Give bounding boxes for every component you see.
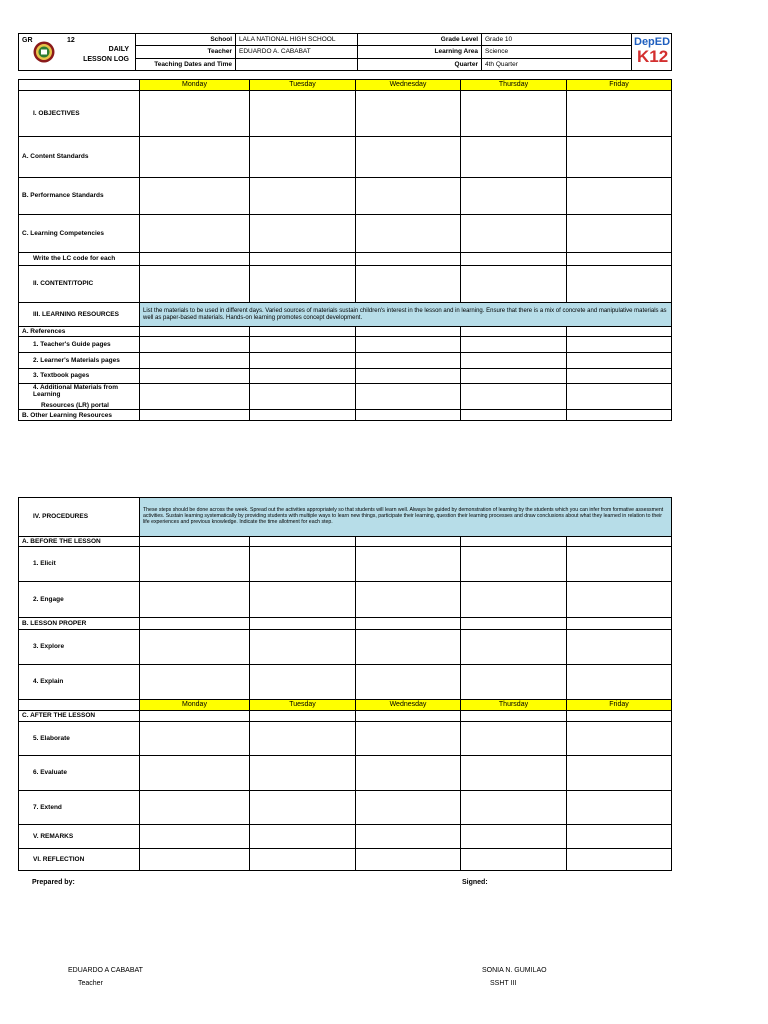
input-cell[interactable] bbox=[250, 266, 356, 303]
teacher-name: EDUARDO A CABABAT bbox=[68, 967, 143, 974]
input-cell[interactable] bbox=[461, 665, 567, 700]
table-row bbox=[19, 178, 672, 215]
content-topic-label: II. CONTENT/TOPIC bbox=[19, 266, 140, 303]
input-cell[interactable] bbox=[567, 337, 672, 353]
input-cell[interactable] bbox=[250, 665, 356, 700]
corner-cell bbox=[19, 80, 140, 91]
table-row bbox=[19, 303, 672, 327]
table-row bbox=[19, 253, 672, 266]
input-cell[interactable] bbox=[567, 665, 672, 700]
input-cell[interactable] bbox=[140, 618, 250, 630]
input-cell[interactable] bbox=[140, 266, 250, 303]
input-cell[interactable] bbox=[356, 665, 461, 700]
table-row bbox=[19, 410, 672, 421]
input-cell[interactable] bbox=[461, 630, 567, 665]
elaborate-label: 5. Elaborate bbox=[19, 722, 140, 756]
table-row bbox=[19, 91, 672, 137]
input-cell[interactable] bbox=[461, 266, 567, 303]
teacher-role: Teacher bbox=[78, 980, 103, 987]
procedures-note: These steps should be done across the week. Spread out the activities appropriately so that students will learn well. Always be guided by demonstration of learning by the students which you can infer from formative assessment activities. Sustain learning systematically by providing students with multiple ways to learn new things, participate their learning, question their learning processes and draw conclusions about what they learned in relation to their life experiences and previous knowledge. Indicate the time allotment for each step. bbox=[140, 498, 672, 537]
dates-value bbox=[236, 58, 358, 70]
table-row bbox=[19, 353, 672, 369]
area-value: Science bbox=[482, 46, 632, 58]
additional-materials-line2: Resources (LR) portal bbox=[41, 401, 109, 409]
input-cell[interactable] bbox=[567, 849, 672, 871]
input-cell[interactable] bbox=[567, 178, 672, 215]
input-cell[interactable] bbox=[356, 756, 461, 791]
input-cell[interactable] bbox=[567, 537, 672, 547]
input-cell[interactable] bbox=[567, 547, 672, 582]
table-row bbox=[19, 618, 672, 630]
table-row bbox=[19, 547, 672, 582]
input-cell[interactable] bbox=[567, 825, 672, 849]
input-cell[interactable] bbox=[461, 178, 567, 215]
input-cell[interactable] bbox=[140, 537, 250, 547]
table-row bbox=[19, 384, 672, 410]
day-header-friday: Friday bbox=[567, 700, 672, 711]
input-cell[interactable] bbox=[250, 547, 356, 582]
procedures-table bbox=[18, 497, 672, 871]
quarter-label: Quarter bbox=[358, 58, 482, 70]
input-cell[interactable] bbox=[140, 327, 250, 337]
input-cell[interactable] bbox=[461, 337, 567, 353]
table-row bbox=[19, 498, 672, 537]
input-cell[interactable] bbox=[250, 537, 356, 547]
input-cell[interactable] bbox=[356, 266, 461, 303]
input-cell[interactable] bbox=[250, 369, 356, 384]
table-row bbox=[19, 711, 672, 722]
input-cell[interactable] bbox=[250, 711, 356, 722]
k12-logo-text: K12 bbox=[637, 47, 669, 66]
procedures-label: IV. PROCEDURES bbox=[19, 498, 140, 537]
table-row bbox=[19, 537, 672, 547]
additional-materials-line1: 4. Additional Materials from Learning bbox=[33, 384, 118, 399]
input-cell[interactable] bbox=[250, 353, 356, 369]
input-cell[interactable] bbox=[250, 582, 356, 618]
teacher-value: EDUARDO A. CABABAT bbox=[236, 46, 358, 58]
input-cell[interactable] bbox=[356, 547, 461, 582]
input-cell[interactable] bbox=[461, 369, 567, 384]
input-cell[interactable] bbox=[461, 791, 567, 825]
lc-code-label: Write the LC code for each bbox=[19, 253, 140, 266]
day-header-wednesday: Wednesday bbox=[356, 700, 461, 711]
table-row bbox=[19, 630, 672, 665]
quarter-value: 4th Quarter bbox=[482, 58, 632, 70]
day-header-tuesday: Tuesday bbox=[250, 80, 356, 91]
input-cell[interactable] bbox=[250, 337, 356, 353]
input-cell[interactable] bbox=[250, 630, 356, 665]
explain-label: 4. Explain bbox=[19, 665, 140, 700]
input-cell[interactable] bbox=[250, 618, 356, 630]
input-cell[interactable] bbox=[356, 711, 461, 722]
input-cell[interactable] bbox=[356, 849, 461, 871]
input-cell[interactable] bbox=[356, 253, 461, 266]
input-cell[interactable] bbox=[567, 253, 672, 266]
input-cell[interactable] bbox=[356, 353, 461, 369]
lm-pages-label: 2. Learner's Materials pages bbox=[19, 353, 140, 369]
input-cell[interactable] bbox=[461, 825, 567, 849]
grade-value: Grade 10 bbox=[482, 34, 632, 46]
input-cell[interactable] bbox=[250, 791, 356, 825]
performance-standards-label: B. Performance Standards bbox=[19, 178, 140, 215]
input-cell[interactable] bbox=[140, 849, 250, 871]
input-cell[interactable] bbox=[356, 215, 461, 253]
input-cell[interactable] bbox=[461, 137, 567, 178]
input-cell[interactable] bbox=[567, 91, 672, 137]
input-cell[interactable] bbox=[140, 253, 250, 266]
input-cell[interactable] bbox=[356, 537, 461, 547]
area-label: Learning Area bbox=[358, 46, 482, 58]
table-row bbox=[19, 369, 672, 384]
table-row bbox=[19, 756, 672, 791]
engage-label: 2. Engage bbox=[19, 582, 140, 618]
input-cell[interactable] bbox=[461, 353, 567, 369]
input-cell[interactable] bbox=[250, 722, 356, 756]
input-cell[interactable] bbox=[567, 410, 672, 421]
input-cell[interactable] bbox=[461, 91, 567, 137]
explore-label: 3. Explore bbox=[19, 630, 140, 665]
header-left-cell bbox=[19, 34, 136, 71]
day-header-thursday: Thursday bbox=[461, 700, 567, 711]
day-header-wednesday: Wednesday bbox=[356, 80, 461, 91]
header-table bbox=[18, 33, 672, 71]
input-cell[interactable] bbox=[567, 756, 672, 791]
head-role: SSHT III bbox=[490, 980, 517, 987]
input-cell[interactable] bbox=[356, 337, 461, 353]
table-row bbox=[19, 215, 672, 253]
table-row bbox=[19, 791, 672, 825]
input-cell[interactable] bbox=[356, 369, 461, 384]
gr-label: GR bbox=[22, 37, 33, 44]
prepared-by-label: Prepared by: bbox=[32, 879, 75, 886]
input-cell[interactable] bbox=[250, 91, 356, 137]
learning-competencies-label: C. Learning Competencies bbox=[19, 215, 140, 253]
input-cell[interactable] bbox=[461, 722, 567, 756]
input-cell[interactable] bbox=[461, 711, 567, 722]
input-cell[interactable] bbox=[461, 618, 567, 630]
input-cell[interactable] bbox=[461, 849, 567, 871]
input-cell[interactable] bbox=[356, 137, 461, 178]
input-cell[interactable] bbox=[140, 137, 250, 178]
input-cell[interactable] bbox=[567, 618, 672, 630]
day-header-monday: Monday bbox=[140, 80, 250, 91]
input-cell[interactable] bbox=[567, 266, 672, 303]
input-cell[interactable] bbox=[567, 630, 672, 665]
input-cell[interactable] bbox=[356, 630, 461, 665]
input-cell[interactable] bbox=[250, 756, 356, 791]
input-cell[interactable] bbox=[356, 791, 461, 825]
input-cell[interactable] bbox=[461, 547, 567, 582]
table-row bbox=[19, 337, 672, 353]
input-cell[interactable] bbox=[356, 410, 461, 421]
lesson-proper-label: B. LESSON PROPER bbox=[19, 618, 140, 630]
input-cell[interactable] bbox=[140, 369, 250, 384]
school-value: LALA NATIONAL HIGH SCHOOL bbox=[236, 34, 358, 46]
input-cell[interactable] bbox=[140, 384, 250, 410]
teacher-label: Teacher bbox=[136, 46, 236, 58]
table-row bbox=[19, 665, 672, 700]
after-lesson-label: C. AFTER THE LESSON bbox=[19, 711, 140, 722]
input-cell[interactable] bbox=[140, 353, 250, 369]
objectives-table bbox=[18, 79, 672, 421]
input-cell[interactable] bbox=[567, 327, 672, 337]
input-cell[interactable] bbox=[461, 327, 567, 337]
input-cell[interactable] bbox=[356, 618, 461, 630]
input-cell[interactable] bbox=[567, 711, 672, 722]
input-cell[interactable] bbox=[461, 756, 567, 791]
gr-value: 12 bbox=[67, 37, 75, 44]
head-name: SONIA N. GUMILAO bbox=[482, 967, 547, 974]
input-cell[interactable] bbox=[140, 791, 250, 825]
input-cell[interactable] bbox=[567, 722, 672, 756]
input-cell[interactable] bbox=[356, 91, 461, 137]
input-cell[interactable] bbox=[140, 711, 250, 722]
input-cell[interactable] bbox=[250, 137, 356, 178]
input-cell[interactable] bbox=[140, 410, 250, 421]
deped-logo-text: DepED bbox=[634, 36, 671, 48]
references-label: A. References bbox=[19, 327, 140, 337]
day-header-thursday: Thursday bbox=[461, 80, 567, 91]
textbook-pages-label: 3. Textbook pages bbox=[19, 369, 140, 384]
objectives-label: I. OBJECTIVES bbox=[19, 91, 140, 137]
input-cell[interactable] bbox=[140, 215, 250, 253]
day-header-tuesday: Tuesday bbox=[250, 700, 356, 711]
input-cell[interactable] bbox=[461, 384, 567, 410]
input-cell[interactable] bbox=[356, 384, 461, 410]
day-header-monday: Monday bbox=[140, 700, 250, 711]
input-cell[interactable] bbox=[567, 353, 672, 369]
input-cell[interactable] bbox=[461, 537, 567, 547]
input-cell[interactable] bbox=[356, 327, 461, 337]
school-seal-icon bbox=[33, 41, 55, 63]
elicit-label: 1. Elicit bbox=[19, 547, 140, 582]
table-row bbox=[19, 849, 672, 871]
extend-label: 7. Extend bbox=[19, 791, 140, 825]
grade-label: Grade Level bbox=[358, 34, 482, 46]
input-cell[interactable] bbox=[567, 215, 672, 253]
table-row bbox=[19, 327, 672, 337]
input-cell[interactable] bbox=[250, 253, 356, 266]
learning-resources-note: List the materials to be used in different days. Varied sources of materials sustain children's interest in the lesson and in learning. Ensure that there is a mix of concrete and manipulative materials as well as paper-based materials. Hands-on learning promotes concept development. bbox=[140, 303, 672, 327]
input-cell[interactable] bbox=[140, 582, 250, 618]
input-cell[interactable] bbox=[461, 253, 567, 266]
evaluate-label: 6. Evaluate bbox=[19, 756, 140, 791]
input-cell[interactable] bbox=[250, 825, 356, 849]
input-cell[interactable] bbox=[567, 369, 672, 384]
corner-cell bbox=[19, 700, 140, 711]
input-cell[interactable] bbox=[250, 178, 356, 215]
tg-pages-label: 1. Teacher's Guide pages bbox=[19, 337, 140, 353]
input-cell[interactable] bbox=[250, 384, 356, 410]
school-label: School bbox=[136, 34, 236, 46]
input-cell[interactable] bbox=[140, 178, 250, 215]
input-cell[interactable] bbox=[356, 722, 461, 756]
input-cell[interactable] bbox=[250, 215, 356, 253]
input-cell[interactable] bbox=[140, 825, 250, 849]
remarks-label: V. REMARKS bbox=[19, 825, 140, 849]
deped-logo bbox=[632, 34, 672, 71]
input-cell[interactable] bbox=[140, 756, 250, 791]
other-resources-label: B. Other Learning Resources bbox=[19, 410, 140, 421]
input-cell[interactable] bbox=[356, 178, 461, 215]
input-cell[interactable] bbox=[567, 137, 672, 178]
input-cell[interactable] bbox=[140, 91, 250, 137]
table-row bbox=[19, 137, 672, 178]
learning-resources-label: III. LEARNING RESOURCES bbox=[19, 303, 140, 327]
table-row bbox=[19, 722, 672, 756]
table-row bbox=[19, 582, 672, 618]
lesson-log-title: LESSON LOG bbox=[83, 56, 129, 63]
input-cell[interactable] bbox=[140, 630, 250, 665]
input-cell[interactable] bbox=[567, 582, 672, 618]
reflection-label: VI. REFLECTION bbox=[19, 849, 140, 871]
before-lesson-label: A. BEFORE THE LESSON bbox=[19, 537, 140, 547]
additional-materials-label bbox=[19, 384, 140, 410]
table-row bbox=[19, 825, 672, 849]
input-cell[interactable] bbox=[356, 825, 461, 849]
table-row bbox=[19, 266, 672, 303]
input-cell[interactable] bbox=[250, 410, 356, 421]
input-cell[interactable] bbox=[140, 337, 250, 353]
input-cell[interactable] bbox=[461, 410, 567, 421]
input-cell[interactable] bbox=[250, 849, 356, 871]
input-cell[interactable] bbox=[250, 327, 356, 337]
input-cell[interactable] bbox=[461, 582, 567, 618]
content-standards-label: A. Content Standards bbox=[19, 137, 140, 178]
signed-label: Signed: bbox=[462, 879, 488, 886]
daily-title: DAILY bbox=[108, 46, 129, 53]
input-cell[interactable] bbox=[140, 665, 250, 700]
input-cell[interactable] bbox=[140, 722, 250, 756]
input-cell[interactable] bbox=[356, 582, 461, 618]
dates-label: Teaching Dates and Time bbox=[136, 58, 236, 70]
input-cell[interactable] bbox=[567, 791, 672, 825]
input-cell[interactable] bbox=[567, 384, 672, 410]
day-header-friday: Friday bbox=[567, 80, 672, 91]
input-cell[interactable] bbox=[461, 215, 567, 253]
input-cell[interactable] bbox=[140, 547, 250, 582]
